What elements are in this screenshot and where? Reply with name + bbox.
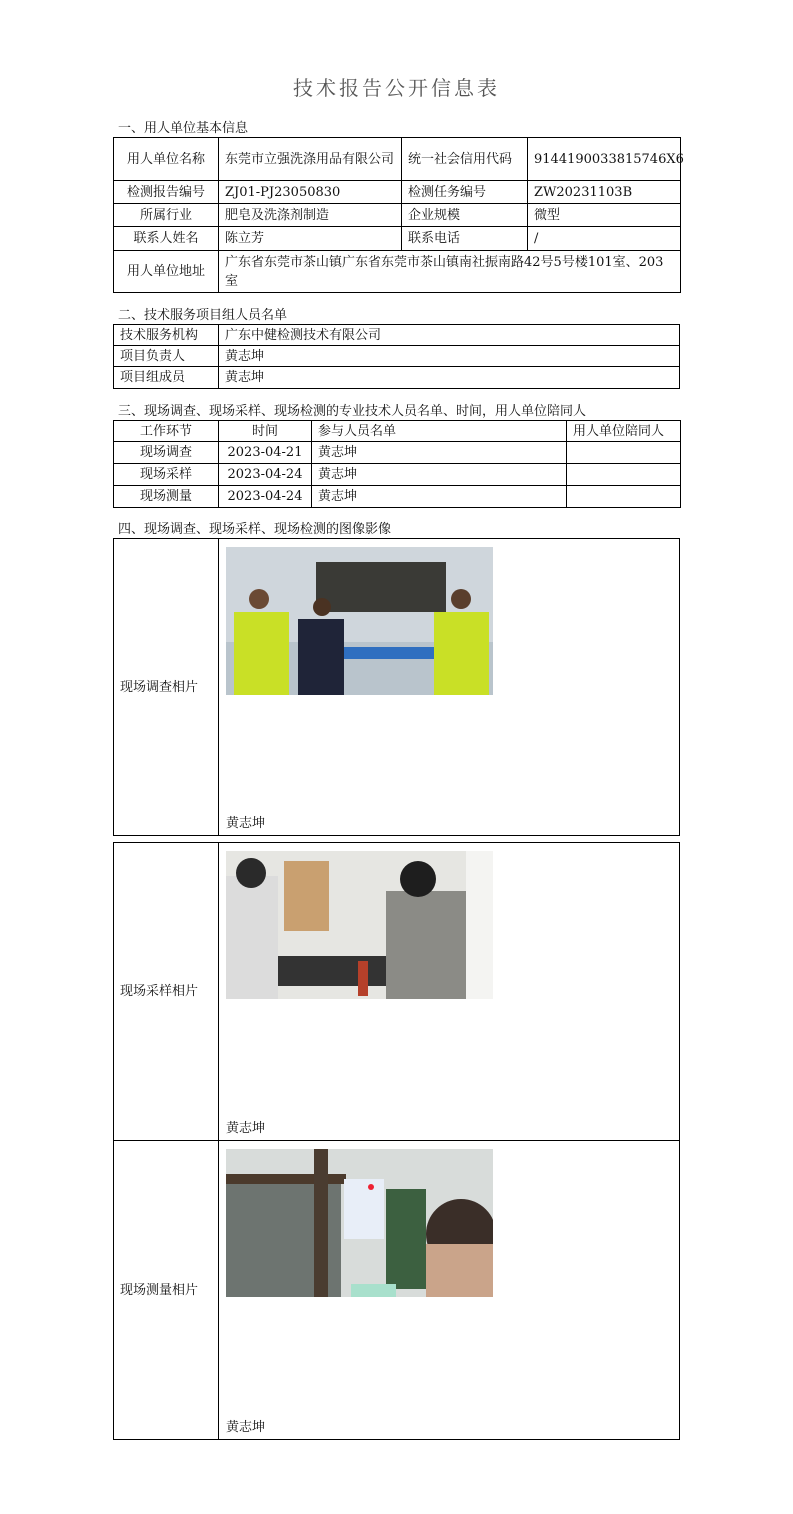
photo-caption: 黄志坤 [226,816,266,831]
label: 联系电话 [402,227,528,251]
value: / [528,227,681,251]
value: 黄志坤 [219,346,680,367]
label: 所属行业 [114,204,219,227]
photo-table-3 [113,1140,680,1440]
value: 陈立芳 [219,227,402,251]
page-title: 技术报告公开信息表 [293,76,500,100]
team-table [113,324,680,389]
section-4-heading: 四、现场调查、现场采样、现场检测的图像影像 [118,522,392,537]
date: 2023-04-24 [219,464,312,486]
survey-photo [226,547,493,695]
label: 检测报告编号 [114,181,219,204]
escort [567,486,681,508]
escort [567,464,681,486]
label: 企业规模 [402,204,528,227]
value: 黄志坤 [219,367,680,389]
label: 检测任务编号 [402,181,528,204]
section-1-heading: 一、用人单位基本信息 [118,121,249,136]
label: 用人单位地址 [114,251,219,293]
stage: 现场采样 [114,464,219,486]
photo-label: 现场采样相片 [114,843,219,1141]
value: 肥皂及洗涤剂制造 [219,204,402,227]
photo-caption: 黄志坤 [226,1121,266,1136]
staff: 黄志坤 [312,442,567,464]
escort [567,442,681,464]
header: 工作环节 [114,421,219,442]
stage: 现场测量 [114,486,219,508]
date: 2023-04-24 [219,486,312,508]
basic-info-table [113,137,684,293]
label: 项目组成员 [114,367,219,389]
address-value: 广东省东莞市茶山镇广东省东莞市茶山镇南社振南路42号5号楼101室、203室 [219,251,681,293]
section-3-heading: 三、现场调查、现场采样、现场检测的专业技术人员名单、时间，用人单位陪同人 [118,404,587,419]
label: 统一社会信用代码 [402,138,528,181]
stage: 现场调查 [114,442,219,464]
label: 联系人姓名 [114,227,219,251]
staff: 黄志坤 [312,464,567,486]
label: 技术服务机构 [114,325,219,346]
value: 广东中健检测技术有限公司 [219,325,680,346]
schedule-table [113,420,681,508]
photo-label: 现场测量相片 [114,1141,219,1440]
measurement-photo [226,1149,493,1297]
value: 微型 [528,204,681,227]
label: 用人单位名称 [114,138,219,181]
staff: 黄志坤 [312,486,567,508]
header: 时间 [219,421,312,442]
photo-caption: 黄志坤 [226,1420,266,1435]
header: 用人单位陪同人 [567,421,681,442]
photo-table-2 [113,842,680,1141]
value: 9144190033815746X6 [528,138,681,181]
section-2-heading: 二、技术服务项目组人员名单 [118,308,288,323]
value: ZJ01-PJ23050830 [219,181,402,204]
value: 东莞市立强洗涤用品有限公司 [219,138,402,181]
sampling-photo [226,851,493,999]
photo-table-1 [113,538,680,836]
photo-label: 现场调查相片 [114,539,219,836]
date: 2023-04-21 [219,442,312,464]
value: ZW20231103B [528,181,681,204]
label: 项目负责人 [114,346,219,367]
header: 参与人员名单 [312,421,567,442]
